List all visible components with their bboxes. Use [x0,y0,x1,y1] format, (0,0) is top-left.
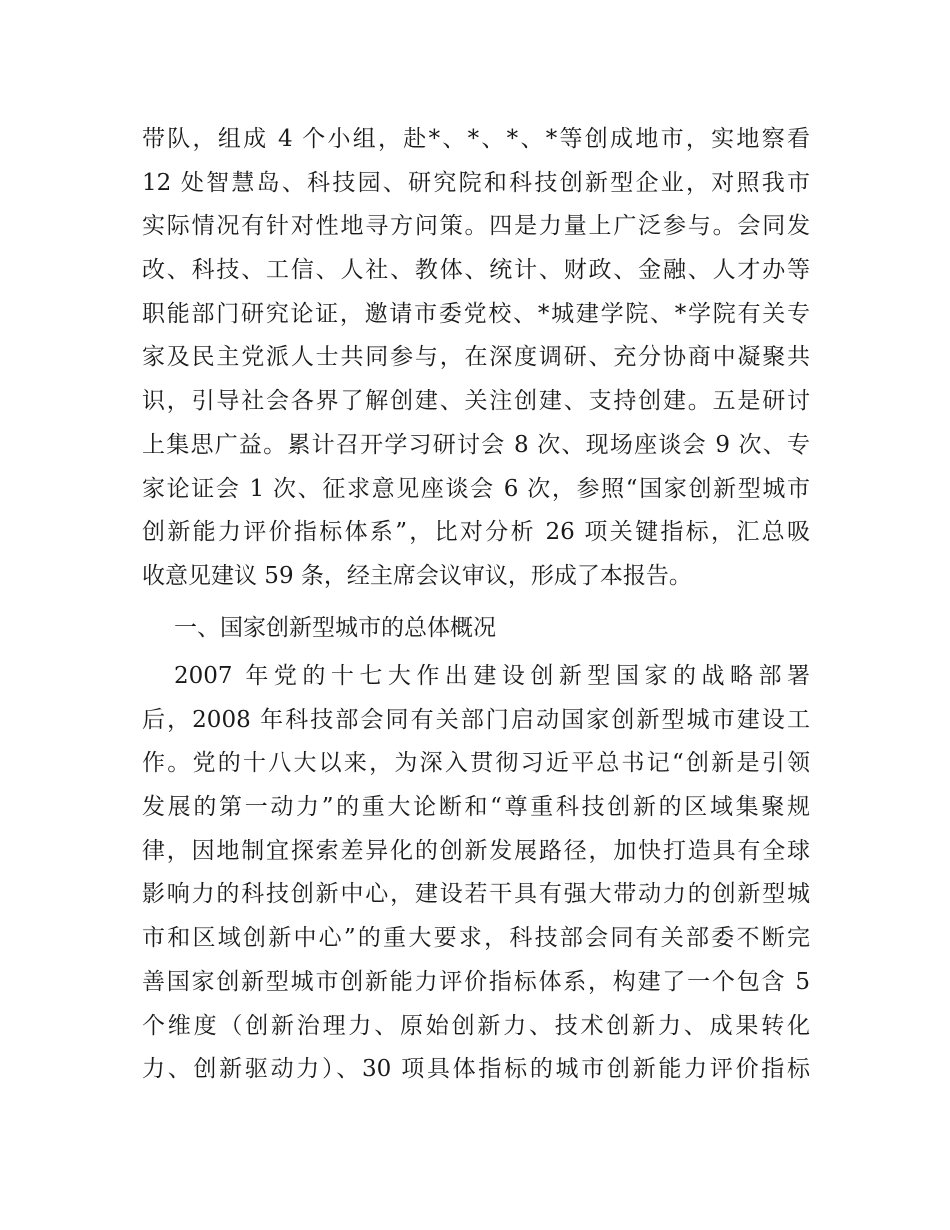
section-heading-block [142,600,810,656]
paragraph-line: 上集思广益。累计召开学习研讨会 8 次、现场座谈会 9 次、专 [142,431,810,458]
paragraph-line: 后，2008 年科技部会同有关部门启动国家创新型城市建设工 [142,706,810,733]
paragraph-line: 家及民主党派人士共同参与，在深度调研、充分协商中凝聚共 [142,344,810,371]
paragraph-line: 收意见建议 59 条，经主席会议审议，形成了本报告。 [142,562,692,589]
paragraph-2 [142,655,810,1092]
paragraph-line: 创新能力评价指标体系”，比对分析 26 项关键指标，汇总吸 [142,519,810,546]
paragraph-line: 影响力的科技创新中心，建设若干具有强大带动力的创新型城 [142,881,810,908]
paragraph-line: 力、创新驱动力）、30 项具体指标的城市创新能力评价指标 [142,1056,810,1083]
paragraph-line: 2007 年党的十七大作出建设创新型国家的战略部署 [174,663,810,689]
paragraph-line: 律，因地制宜探索差异化的创新发展路径，加快打造具有全球 [142,837,810,864]
paragraph-line: 识，引导社会各界了解创建、关注创建、支持创建。五是研讨 [142,388,810,415]
paragraph-line: 职能部门研究论证，邀请市委党校、*城建学院、*学院有关专 [142,300,810,327]
paragraph-line: 实际情况有针对性地寻方问策。四是力量上广泛参与。会同发 [142,213,810,240]
paragraph-1 [142,118,810,599]
paragraph-line: 善国家创新型城市创新能力评价指标体系，构建了一个包含 5 [142,968,810,995]
paragraph-line: 个维度（创新治理力、原始创新力、技术创新力、成果转化 [142,1012,810,1039]
section-heading: 一、国家创新型城市的总体概况 [174,615,496,641]
paragraph-line: 发展的第一动力”的重大论断和“尊重科技创新的区域集聚规 [142,794,810,821]
paragraph-line: 12 处智慧岛、科技园、研究院和科技创新型企业，对照我市 [142,169,810,196]
paragraph-line: 作。党的十八大以来，为深入贯彻习近平总书记“创新是引领 [142,750,810,777]
paragraph-line: 改、科技、工信、人社、教体、统计、财政、金融、人才办等 [142,257,810,284]
paragraph-line: 市和区域创新中心”的重大要求，科技部会同有关部委不断完 [142,925,810,952]
paragraph-line: 带队，组成 4 个小组，赴*、*、*、*等创成地市，实地察看 [142,126,810,152]
paragraph-line: 家论证会 1 次、征求意见座谈会 6 次，参照“国家创新型城市 [142,475,810,502]
